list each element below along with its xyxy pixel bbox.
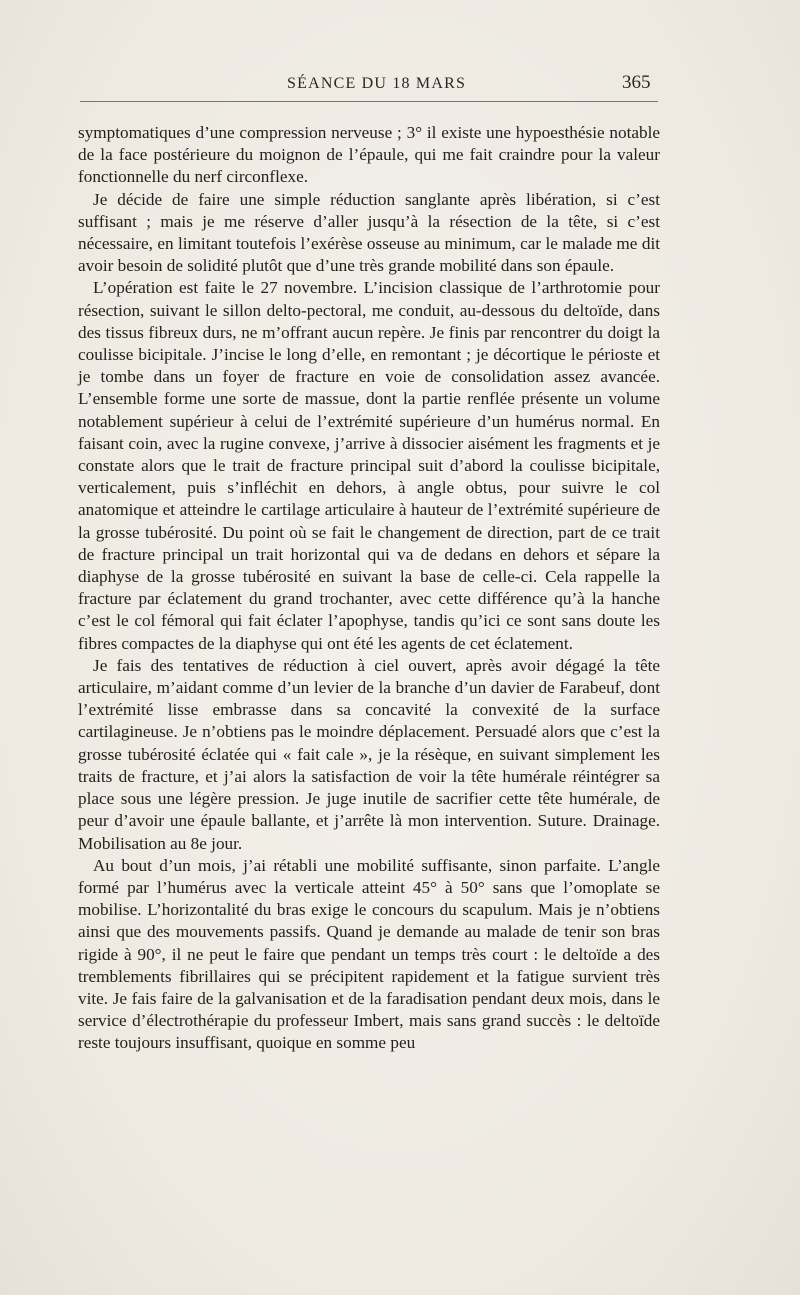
paragraph-5: Au bout d’un mois, j’ai rétabli une mobilité suffisante, sinon parfaite. L’angle formé par l’humérus avec la verticale atteint 45° à 50° sans que l’omoplate se mobilise. L’horizontalité du bras exige le concours du scapulum. Mais je n’obtiens ainsi que des mouvements passifs. Quand je demande au malade de tenir son bras rigide à 90°, il ne peut le faire que pendant un temps très court : le deltoïde a des tremblements fibrillaires qui se précipitent rapidement et la fatigue survient très vite. Je fais faire de la galvanisation et de la faradisation pendant deux mois, dans le service d’électrothérapie du professeur Imbert, mais sans grand succès : le deltoïde reste toujours insuffisant, quoique en somme peu (78, 855, 660, 1053)
paragraph-1: symptomatiques d’une compression nerveuse ; 3° il existe une hypoesthésie notable de la face postérieure du moignon de l’épaule, qui me fait craindre pour la valeur fonctionnelle du nerf circonflexe. (78, 123, 660, 187)
paragraph-3: L’opération est faite le 27 novembre. L’incision classique de l’arthrotomie pour résection, suivant le sillon delto-pectoral, me conduit, au-dessous du deltoïde, dans des tissus fibreux durs, ne m’offrant aucun repère. Je finis par rencontrer du doigt la coulisse bicipitale. J’incise le long d’elle, en remontant ; je décortique le périoste et je tombe dans un foyer de fracture en voie de consolidation assez avancée. L’ensemble forme une sorte de massue, dont la partie renflée présente un volume notablement supérieur à celui de l’extrémité supérieure d’un humérus normal. En faisant coin, avec la rugine convexe, j’arrive à dissocier aisément les fragments et je constate alors que le trait de fracture principal suit d’abord la coulisse bicipitale, verticalement, puis s’infléchit en dehors, à angle obtus, pour suivre le col anatomique et atteindre le cartilage articulaire à hauteur de l’extrémité supérieure de la grosse tubérosité. Du point où se fait le changement de direction, part de ce trait de fracture principal un trait horizontal qui va de dedans en dehors et sépare la diaphyse de la grosse tubérosité en suivant la base de celle-ci. Cela rappelle la fracture par éclatement du grand trochanter, avec cette différence qu’à la hanche c’est le col fémoral qui fait éclater l’apophyse, tandis qu’ici ce sont sans doute les fibres compactes de la diaphyse qui ont été les agents de cet éclatement. (78, 278, 660, 653)
page-number: 365 (622, 72, 651, 93)
paragraph-2: Je décide de faire une simple réduction sanglante après libération, si c’est suffisant ; mais je me réserve d’aller jusqu’à la résection de la tête, si c’est nécessaire, en limitant toutefois l’exérèse osseuse au minimum, car le malade me dit avoir besoin de solidité plutôt que d’une très grande mobilité dans son épaule. (78, 189, 660, 276)
page-header (0, 72, 800, 102)
body-text (78, 122, 660, 1055)
header-rule (80, 101, 658, 102)
paragraph-4: Je fais des tentatives de réduction à ciel ouvert, après avoir dégagé la tête articulaire, m’aidant comme d’un levier de la branche d’un davier de Farabeuf, dont l’extrémité lisse embrasse dans sa concavité la convexité de la surface cartilagineuse. Je n’obtiens pas le moindre déplacement. Persuadé alors que c’est la grosse tubérosité éclatée qui « fait cale », je la résèque, en suivant simplement les traits de fracture, et j’ai alors la satisfaction de voir la tête humérale réintégrer sa place sous une légère pression. Je juge inutile de sacrifier cette tête humérale, de peur d’avoir une épaule ballante, et j’arrête là mon intervention. Suture. Drainage. Mobilisation au 8e jour. (78, 655, 660, 853)
running-title: SÉANCE DU 18 MARS (287, 75, 467, 92)
